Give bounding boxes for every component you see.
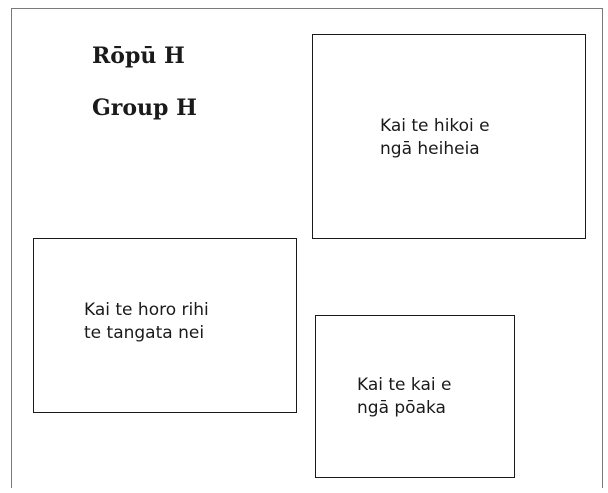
caption-box-chickens: [312, 34, 586, 239]
caption-text: [357, 374, 451, 420]
caption-line: te tangata nei: [84, 323, 205, 343]
caption-line: Kai te hikoi e: [380, 116, 490, 136]
group-heading-maori: Rōpū H: [92, 43, 185, 69]
caption-line: Kai te horo rihi: [84, 300, 209, 320]
caption-line: ngā heiheia: [380, 139, 480, 159]
caption-text: [84, 299, 209, 345]
caption-text: [380, 115, 490, 161]
caption-line: Kai te kai e: [357, 375, 452, 395]
caption-box-dishes: [33, 238, 297, 413]
caption-line: ngā pōaka: [357, 398, 446, 418]
group-heading-english: Group H: [92, 95, 197, 121]
caption-box-pigs: [315, 315, 515, 478]
